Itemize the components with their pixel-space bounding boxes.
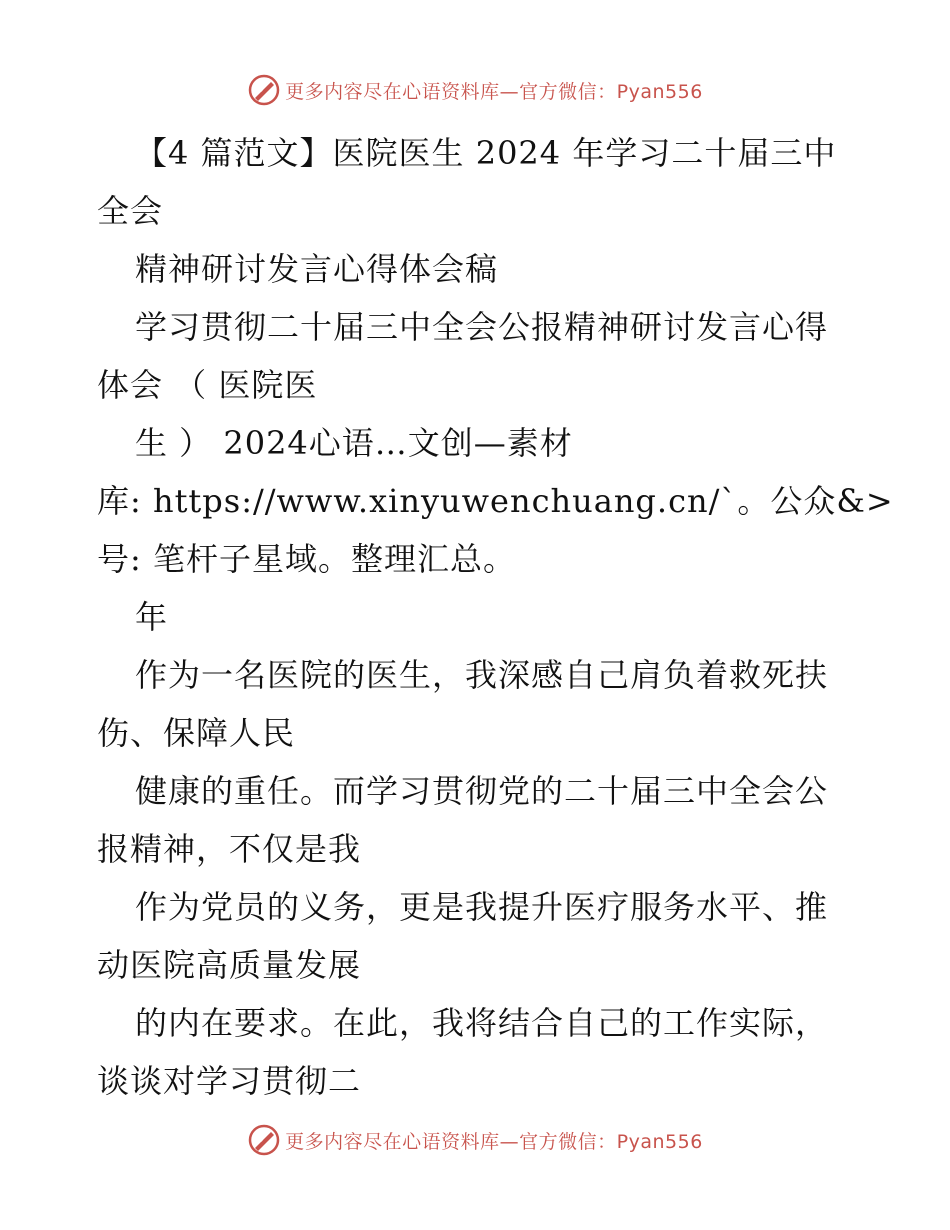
text-line: 的内在要求。在此，我将结合自己的工作实际， — [135, 1004, 829, 1042]
text-line: 库: https://www.xinyuwenchuang.cn/`。公众&> — [97, 482, 894, 520]
text-line: 报精神，不仅是我 — [97, 830, 362, 868]
text-line: 生 ） 2024心语…文创—素材 — [135, 424, 573, 462]
text-line: 作为党员的义务，更是我提升医疗服务水平、推 — [135, 888, 829, 926]
text-line: 谈谈对学习贯彻二 — [97, 1062, 362, 1100]
document-body — [97, 124, 894, 1110]
text-line: 年 — [135, 598, 169, 636]
pen-logo-icon — [247, 1123, 281, 1157]
watermark-text: 更多内容尽在心语资料库—官方微信：Pyan556 — [285, 1130, 703, 1153]
text-line: 学习贯彻二十届三中全会公报精神研讨发言心得 — [135, 308, 829, 346]
text-line: 全会 — [97, 192, 164, 230]
text-line: 【4 篇范文】医院医生 2024 年学习二十届三中 — [135, 134, 837, 172]
pen-logo-icon — [247, 73, 281, 107]
text-line: 作为一名医院的医生，我深感自己肩负着救死扶 — [135, 656, 829, 694]
text-line: 体会 （ 医院医 — [97, 366, 318, 404]
header-watermark — [0, 70, 950, 110]
text-line: 号: 笔杆子星域。整理汇总。 — [97, 540, 516, 578]
footer-watermark — [0, 1120, 950, 1160]
watermark-text: 更多内容尽在心语资料库—官方微信：Pyan556 — [285, 80, 703, 103]
text-line: 动医院高质量发展 — [97, 946, 362, 984]
text-line: 精神研讨发言心得体会稿 — [135, 250, 499, 288]
text-line: 伤、保障人民 — [97, 714, 296, 752]
text-line: 健康的重任。而学习贯彻党的二十届三中全会公 — [135, 772, 829, 810]
